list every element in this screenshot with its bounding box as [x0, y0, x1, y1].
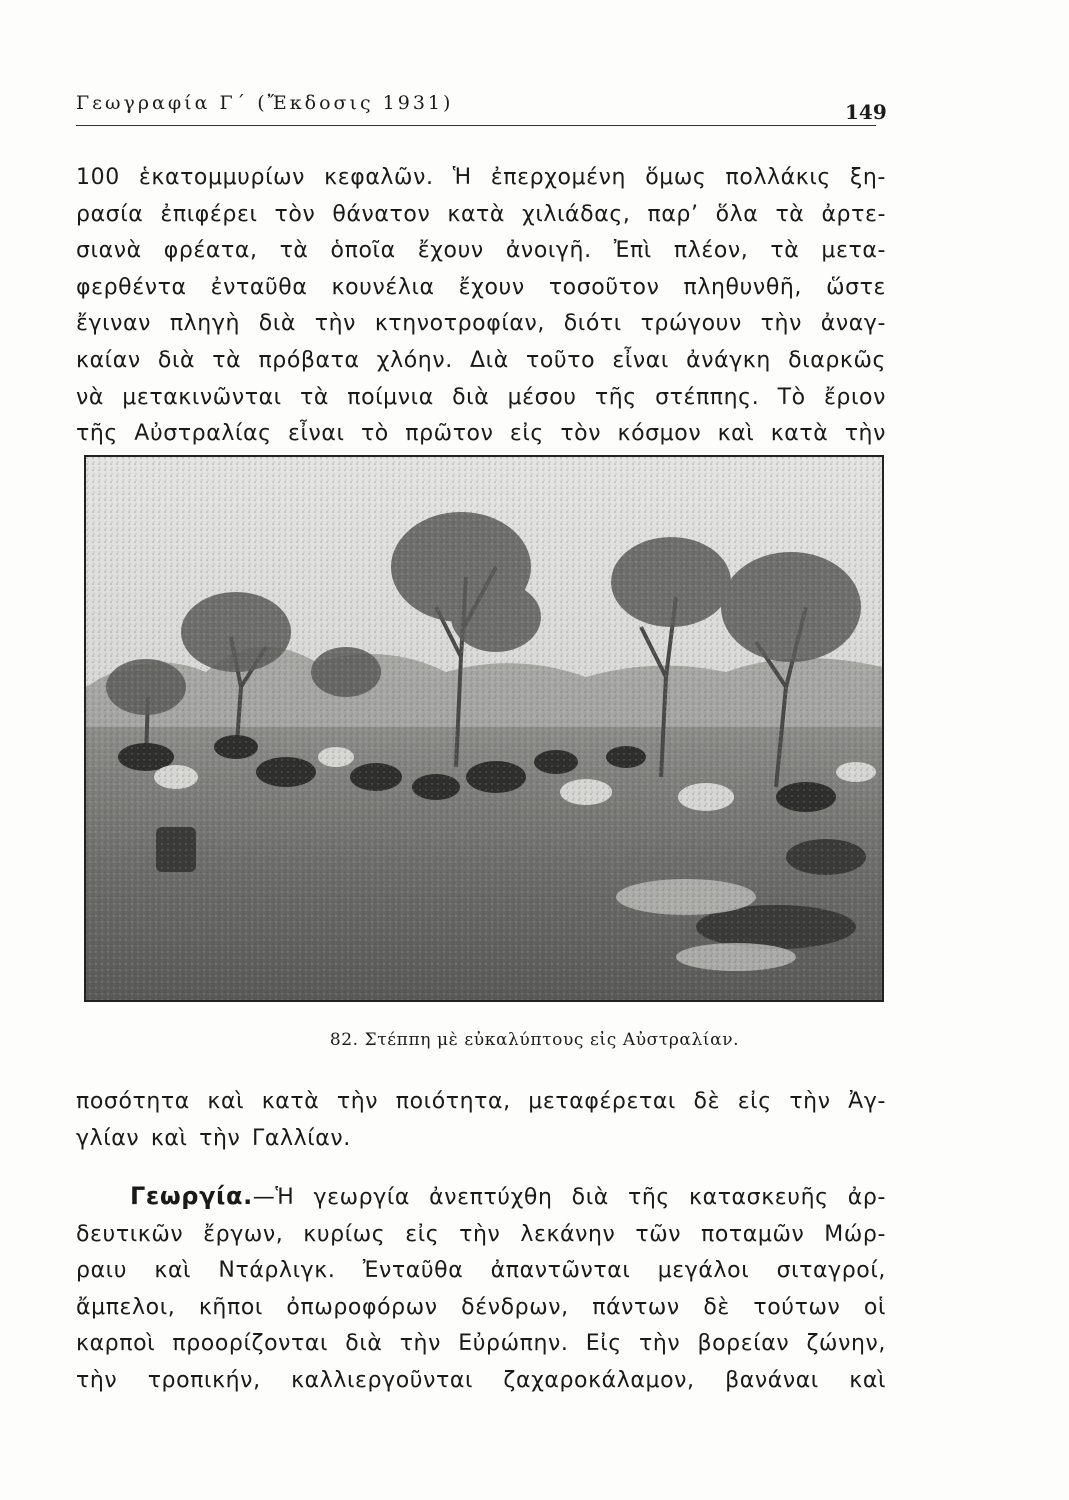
text-line: ρασία ἐπιφέρει τὸν θάνατον κατὰ χιλιάδας, παρ’ ὅλα τὰ ἀρτε-	[76, 201, 886, 227]
header-rule	[76, 125, 876, 126]
figure-caption: 82. Στέππη μὲ εὐκαλύπτους εἰς Αὐστραλίαν.	[329, 1030, 740, 1050]
text-line: νὰ μετακινῶνται τὰ ποίμνια διὰ μέσου τῆς στέππης. Τὸ ἔριον	[76, 384, 886, 410]
text-line: σιανὰ φρέατα, τὰ ὁποῖα ἔχουν ἀνοιγῆ. Ἐπὶ πλέον, τὰ μετα-	[76, 238, 886, 264]
page-number: 149	[845, 100, 887, 124]
text-fragment: —Ἡ γεωργία ἀνεπτύχθη διὰ τῆς κατασκευῆς ἀρ-	[252, 1185, 886, 1210]
text-line: 100 ἑκατομμυρίων κεφαλῶν. Ἡ ἐπερχομένη ὅμως πολλάκις ξη-	[76, 165, 886, 190]
text-line: τῆς Αὐστραλίας εἶναι τὸ πρῶτον εἰς τὸν κόσμον καὶ κατὰ τὴν	[76, 421, 886, 447]
text-line-with-heading	[76, 1178, 886, 1217]
paragraph-3	[76, 1178, 886, 1400]
text-line: καρποὶ προορίζονται διὰ τὴν Εὐρώπην. Εἰς τὴν βορείαν ζώνην,	[76, 1331, 886, 1357]
text-line: γλίαν καὶ τὴν Γαλλίαν.	[76, 1125, 351, 1151]
text-line: τὴν τροπικήν, καλλιεργοῦνται ζαχαροκάλαμον, βανάναι καὶ	[76, 1367, 886, 1393]
text-line: καίαν διὰ τὰ πρόβατα χλόην. Διὰ τοῦτο εἶναι ἀνάγκη διαρκῶς	[76, 347, 886, 373]
text-line: ἄμπελοι, κῆποι ὀπωροφόρων δένδρων, πάντων δὲ τούτων οἱ	[76, 1294, 886, 1320]
text-line: ἔγιναν πληγὴ διὰ τὴν κτηνοτροφίαν, διότι τρώγουν τὴν ἀναγ-	[76, 311, 886, 337]
paragraph-2	[76, 1084, 886, 1157]
text-line: ραιυ καὶ Ντάρλιγκ. Ἐνταῦθα ἀπαντῶνται μεγάλοι σιταγροί,	[76, 1258, 886, 1284]
text-line: ποσότητα καὶ κατὰ τὴν ποιότητα, μεταφέρεται δὲ εἰς τὴν Ἀγ-	[76, 1089, 886, 1114]
running-header: Γεωγραφία Γ΄ (Ἔκδοσις 1931)	[76, 92, 454, 114]
text-line: φερθέντα ἐνταῦθα κουνέλια ἔχουν τοσοῦτον πληθυνθῆ, ὥστε	[76, 274, 886, 300]
figure-photo-steppe-cattle	[84, 455, 884, 1002]
text-line: δευτικῶν ἔργων, κυρίως εἰς τὴν λεκάνην τῶν ποταμῶν Μώρ-	[76, 1221, 886, 1247]
photo-illustration	[86, 457, 882, 1000]
paragraph-1	[76, 160, 886, 453]
section-heading: Γεωργία.	[130, 1182, 253, 1210]
